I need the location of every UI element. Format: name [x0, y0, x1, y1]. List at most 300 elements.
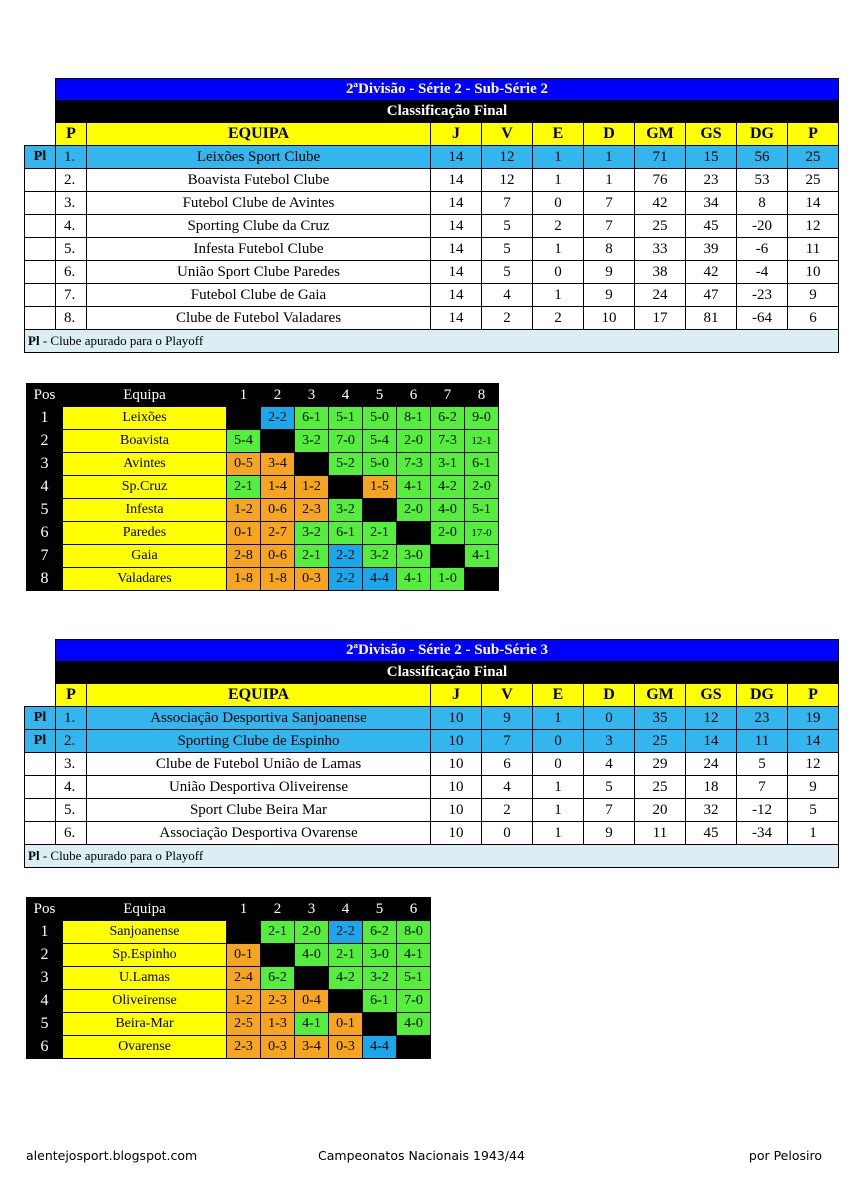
header-opponent: 8 — [465, 384, 499, 407]
position-cell: 5. — [56, 238, 87, 261]
column-header: GM — [635, 123, 686, 146]
result-cell — [261, 944, 295, 967]
result-cell — [397, 1036, 431, 1059]
result-cell: 2-2 — [329, 568, 363, 591]
stat-d: 9 — [584, 284, 635, 307]
stat-d: 10 — [584, 307, 635, 330]
standings-row — [25, 146, 839, 169]
matrix-header-row — [27, 898, 431, 921]
header-opponent: 7 — [431, 384, 465, 407]
position-cell: 4. — [56, 215, 87, 238]
stat-p: 11 — [788, 238, 839, 261]
result-cell: 4-1 — [397, 476, 431, 499]
position-cell: 5. — [56, 799, 87, 822]
stat-dg: -6 — [737, 238, 788, 261]
stat-gs: 18 — [686, 776, 737, 799]
position-cell: 3. — [56, 192, 87, 215]
row-number: 3 — [27, 453, 63, 476]
playoff-marker — [25, 307, 56, 330]
stat-j: 14 — [431, 238, 482, 261]
row-number: 6 — [27, 1036, 63, 1059]
stat-gs: 24 — [686, 753, 737, 776]
stat-gm: 25 — [635, 776, 686, 799]
matrix-row — [27, 407, 499, 430]
matrix-row — [27, 545, 499, 568]
playoff-marker — [25, 215, 56, 238]
legend-row — [25, 845, 839, 868]
result-cell: 2-2 — [261, 407, 295, 430]
stat-gs: 15 — [686, 146, 737, 169]
stat-j: 10 — [431, 776, 482, 799]
column-header: D — [584, 684, 635, 707]
stat-j: 14 — [431, 215, 482, 238]
stat-v: 7 — [482, 730, 533, 753]
playoff-marker: Pl — [25, 146, 56, 169]
playoff-marker — [25, 753, 56, 776]
result-cell: 0-5 — [227, 453, 261, 476]
row-team: Avintes — [63, 453, 227, 476]
team-name: Futebol Clube de Avintes — [87, 192, 431, 215]
stat-p: 19 — [788, 707, 839, 730]
result-cell: 0-6 — [261, 499, 295, 522]
stat-gm: 25 — [635, 215, 686, 238]
standings-row — [25, 776, 839, 799]
column-header: E — [533, 684, 584, 707]
stat-gs: 81 — [686, 307, 737, 330]
stat-v: 2 — [482, 799, 533, 822]
result-cell: 2-1 — [329, 944, 363, 967]
result-cell: 2-1 — [295, 545, 329, 568]
result-cell: 12-1 — [465, 430, 499, 453]
result-cell — [363, 499, 397, 522]
header-opponent: 1 — [227, 898, 261, 921]
result-cell: 2-0 — [465, 476, 499, 499]
playoff-marker — [25, 822, 56, 845]
playoff-legend — [25, 845, 839, 868]
stat-v: 4 — [482, 776, 533, 799]
result-cell: 0-1 — [227, 944, 261, 967]
matrix-row — [27, 568, 499, 591]
result-cell: 2-3 — [295, 499, 329, 522]
stat-j: 14 — [431, 307, 482, 330]
header-opponent: 3 — [295, 384, 329, 407]
stat-dg: 53 — [737, 169, 788, 192]
matrix-row — [27, 967, 431, 990]
stat-gs: 42 — [686, 261, 737, 284]
standings-row — [25, 730, 839, 753]
result-cell: 5-1 — [329, 407, 363, 430]
result-cell: 5-1 — [465, 499, 499, 522]
matrix-row — [27, 476, 499, 499]
stat-dg: -64 — [737, 307, 788, 330]
stat-dg: 5 — [737, 753, 788, 776]
result-cell: 3-4 — [261, 453, 295, 476]
stat-gs: 34 — [686, 192, 737, 215]
column-header: E — [533, 123, 584, 146]
result-cell: 2-1 — [261, 921, 295, 944]
stat-d: 0 — [584, 707, 635, 730]
stat-gs: 45 — [686, 822, 737, 845]
stat-e: 1 — [533, 146, 584, 169]
result-cell: 4-1 — [465, 545, 499, 568]
position-cell: 4. — [56, 776, 87, 799]
team-name: Sport Clube Beira Mar — [87, 799, 431, 822]
footer-title: Campeonatos Nacionais 1943/44 — [318, 1148, 525, 1163]
matrix-row — [27, 990, 431, 1013]
stat-dg: -23 — [737, 284, 788, 307]
column-header: P — [56, 684, 87, 707]
stat-v: 12 — [482, 146, 533, 169]
stat-e: 2 — [533, 307, 584, 330]
team-name: União Desportiva Oliveirense — [87, 776, 431, 799]
stat-e: 1 — [533, 238, 584, 261]
stat-dg: -20 — [737, 215, 788, 238]
legend-key: Pl — [28, 848, 40, 863]
row-team: Boavista — [63, 430, 227, 453]
matrix-row — [27, 944, 431, 967]
stat-d: 3 — [584, 730, 635, 753]
result-cell: 3-2 — [295, 522, 329, 545]
result-cell: 4-4 — [363, 568, 397, 591]
result-cell: 3-0 — [397, 545, 431, 568]
matrix-row — [27, 522, 499, 545]
position-cell: 7. — [56, 284, 87, 307]
stat-gm: 29 — [635, 753, 686, 776]
team-name: Clube de Futebol Valadares — [87, 307, 431, 330]
row-number: 5 — [27, 1013, 63, 1036]
footer-site: alentejosport.blogspot.com — [26, 1148, 198, 1163]
stat-v: 2 — [482, 307, 533, 330]
result-cell: 0-3 — [295, 568, 329, 591]
result-cell: 6-1 — [363, 990, 397, 1013]
stat-j: 14 — [431, 146, 482, 169]
stat-v: 5 — [482, 261, 533, 284]
position-cell: 3. — [56, 753, 87, 776]
team-name: Leixões Sport Clube — [87, 146, 431, 169]
result-cell: 5-4 — [227, 430, 261, 453]
stat-dg: -12 — [737, 799, 788, 822]
result-cell: 6-2 — [363, 921, 397, 944]
stat-e: 1 — [533, 707, 584, 730]
result-cell: 4-2 — [431, 476, 465, 499]
stat-gm: 25 — [635, 730, 686, 753]
row-team: Sp.Cruz — [63, 476, 227, 499]
result-cell: 7-0 — [397, 990, 431, 1013]
result-cell: 2-0 — [431, 522, 465, 545]
row-team: Ovarense — [63, 1036, 227, 1059]
stat-d: 5 — [584, 776, 635, 799]
column-header: P — [788, 123, 839, 146]
playoff-marker — [25, 192, 56, 215]
result-cell — [431, 545, 465, 568]
playoff-marker — [25, 261, 56, 284]
legend-text: - Clube apurado para o Playoff — [39, 848, 204, 863]
result-cell: 5-2 — [329, 453, 363, 476]
row-team: Sanjoanense — [63, 921, 227, 944]
results-matrix-subserie-2 — [26, 383, 499, 591]
header-opponent: 2 — [261, 384, 295, 407]
result-cell — [295, 967, 329, 990]
result-cell: 5-0 — [363, 453, 397, 476]
stat-v: 9 — [482, 707, 533, 730]
stat-p: 1 — [788, 822, 839, 845]
position-cell: 1. — [56, 707, 87, 730]
result-cell: 2-8 — [227, 545, 261, 568]
header-team: Equipa — [63, 384, 227, 407]
result-cell: 0-3 — [261, 1036, 295, 1059]
result-cell: 7-3 — [397, 453, 431, 476]
header-opponent: 4 — [329, 384, 363, 407]
stat-gs: 14 — [686, 730, 737, 753]
result-cell: 6-1 — [465, 453, 499, 476]
playoff-legend — [25, 330, 839, 353]
stat-d: 8 — [584, 238, 635, 261]
stat-d: 1 — [584, 169, 635, 192]
result-cell — [363, 1013, 397, 1036]
result-cell: 6-1 — [295, 407, 329, 430]
stat-gm: 33 — [635, 238, 686, 261]
column-header: EQUIPA — [87, 684, 431, 707]
header-opponent: 1 — [227, 384, 261, 407]
stat-d: 7 — [584, 799, 635, 822]
stat-j: 10 — [431, 730, 482, 753]
standings-row — [25, 707, 839, 730]
standings-row — [25, 307, 839, 330]
stat-j: 10 — [431, 822, 482, 845]
result-cell: 0-1 — [227, 522, 261, 545]
playoff-marker: Pl — [25, 707, 56, 730]
stat-e: 0 — [533, 192, 584, 215]
result-cell: 2-1 — [363, 522, 397, 545]
header-pos: Pos — [27, 898, 63, 921]
stat-j: 14 — [431, 192, 482, 215]
result-cell: 1-0 — [431, 568, 465, 591]
playoff-marker — [25, 169, 56, 192]
result-cell: 5-0 — [363, 407, 397, 430]
result-cell: 8-0 — [397, 921, 431, 944]
column-header: GM — [635, 684, 686, 707]
column-header: DG — [737, 123, 788, 146]
header-opponent: 4 — [329, 898, 363, 921]
result-cell: 3-4 — [295, 1036, 329, 1059]
stat-dg: 23 — [737, 707, 788, 730]
result-cell: 4-4 — [363, 1036, 397, 1059]
result-cell: 3-2 — [363, 967, 397, 990]
result-cell: 4-0 — [431, 499, 465, 522]
team-name: Infesta Futebol Clube — [87, 238, 431, 261]
header-opponent: 5 — [363, 898, 397, 921]
stat-v: 12 — [482, 169, 533, 192]
stat-d: 7 — [584, 215, 635, 238]
team-name: Futebol Clube de Gaia — [87, 284, 431, 307]
row-number: 5 — [27, 499, 63, 522]
position-cell: 1. — [56, 146, 87, 169]
stat-v: 4 — [482, 284, 533, 307]
stat-j: 10 — [431, 753, 482, 776]
stat-gm: 35 — [635, 707, 686, 730]
column-header: DG — [737, 684, 788, 707]
stat-e: 1 — [533, 284, 584, 307]
team-name: Associação Desportiva Sanjoanense — [87, 707, 431, 730]
result-cell: 2-0 — [295, 921, 329, 944]
legend-text: - Clube apurado para o Playoff — [39, 333, 204, 348]
stat-gm: 24 — [635, 284, 686, 307]
result-cell: 1-8 — [261, 568, 295, 591]
row-number: 2 — [27, 944, 63, 967]
position-cell: 8. — [56, 307, 87, 330]
stat-dg: 8 — [737, 192, 788, 215]
position-cell: 2. — [56, 169, 87, 192]
result-cell: 6-2 — [261, 967, 295, 990]
result-cell: 4-0 — [397, 1013, 431, 1036]
matrix-row — [27, 1036, 431, 1059]
header-team: Equipa — [63, 898, 227, 921]
result-cell: 2-3 — [261, 990, 295, 1013]
stat-dg: -4 — [737, 261, 788, 284]
header-opponent: 6 — [397, 384, 431, 407]
column-header: V — [482, 684, 533, 707]
team-name: União Sport Clube Paredes — [87, 261, 431, 284]
row-team: Beira-Mar — [63, 1013, 227, 1036]
header-opponent: 6 — [397, 898, 431, 921]
stat-gm: 17 — [635, 307, 686, 330]
result-cell: 2-0 — [397, 430, 431, 453]
result-cell — [397, 522, 431, 545]
matrix-row — [27, 499, 499, 522]
result-cell: 4-1 — [397, 568, 431, 591]
stat-p: 12 — [788, 215, 839, 238]
stat-e: 1 — [533, 822, 584, 845]
result-cell — [261, 430, 295, 453]
stat-gm: 20 — [635, 799, 686, 822]
table-subtitle: Classificação Final — [56, 662, 839, 684]
column-header: J — [431, 123, 482, 146]
row-number: 3 — [27, 967, 63, 990]
column-header: P — [788, 684, 839, 707]
table-subtitle: Classificação Final — [56, 101, 839, 123]
header-opponent: 2 — [261, 898, 295, 921]
standings-row — [25, 261, 839, 284]
result-cell: 2-3 — [227, 1036, 261, 1059]
stat-gs: 12 — [686, 707, 737, 730]
standings-row — [25, 753, 839, 776]
matrix-row — [27, 430, 499, 453]
result-cell: 0-3 — [329, 1036, 363, 1059]
stat-e: 0 — [533, 753, 584, 776]
result-cell: 5-4 — [363, 430, 397, 453]
stat-v: 7 — [482, 192, 533, 215]
stat-e: 1 — [533, 776, 584, 799]
playoff-marker — [25, 284, 56, 307]
row-team: U.Lamas — [63, 967, 227, 990]
team-name: Associação Desportiva Ovarense — [87, 822, 431, 845]
result-cell: 1-2 — [295, 476, 329, 499]
stat-p: 12 — [788, 753, 839, 776]
standings-table-subserie-3 — [24, 639, 839, 868]
row-number: 1 — [27, 921, 63, 944]
result-cell: 4-2 — [329, 967, 363, 990]
result-cell — [329, 990, 363, 1013]
playoff-marker — [25, 776, 56, 799]
row-number: 7 — [27, 545, 63, 568]
stat-e: 1 — [533, 169, 584, 192]
matrix-row — [27, 1013, 431, 1036]
results-matrix-subserie-3 — [26, 897, 431, 1059]
legend-key: Pl — [28, 333, 40, 348]
result-cell: 3-2 — [295, 430, 329, 453]
stat-dg: 11 — [737, 730, 788, 753]
result-cell: 2-2 — [329, 921, 363, 944]
stat-d: 7 — [584, 192, 635, 215]
row-number: 4 — [27, 990, 63, 1013]
result-cell: 2-7 — [261, 522, 295, 545]
header-opponent: 5 — [363, 384, 397, 407]
result-cell: 2-4 — [227, 967, 261, 990]
stat-e: 0 — [533, 730, 584, 753]
stat-d: 1 — [584, 146, 635, 169]
row-team: Valadares — [63, 568, 227, 591]
result-cell: 6-1 — [329, 522, 363, 545]
stat-gm: 76 — [635, 169, 686, 192]
result-cell — [465, 568, 499, 591]
playoff-marker — [25, 238, 56, 261]
column-header: V — [482, 123, 533, 146]
column-header: GS — [686, 123, 737, 146]
stat-e: 0 — [533, 261, 584, 284]
row-team: Leixões — [63, 407, 227, 430]
result-cell: 1-8 — [227, 568, 261, 591]
stat-gm: 42 — [635, 192, 686, 215]
stat-j: 14 — [431, 169, 482, 192]
result-cell: 9-0 — [465, 407, 499, 430]
column-header: D — [584, 123, 635, 146]
result-cell: 0-4 — [295, 990, 329, 1013]
stat-gm: 11 — [635, 822, 686, 845]
stat-p: 25 — [788, 169, 839, 192]
result-cell — [227, 921, 261, 944]
row-number: 4 — [27, 476, 63, 499]
result-cell: 3-1 — [431, 453, 465, 476]
result-cell: 7-0 — [329, 430, 363, 453]
result-cell: 6-2 — [431, 407, 465, 430]
stat-gs: 47 — [686, 284, 737, 307]
column-header: GS — [686, 684, 737, 707]
stat-j: 10 — [431, 799, 482, 822]
stat-v: 6 — [482, 753, 533, 776]
stat-d: 9 — [584, 261, 635, 284]
result-cell: 4-1 — [295, 1013, 329, 1036]
header-opponent: 3 — [295, 898, 329, 921]
stat-v: 5 — [482, 215, 533, 238]
result-cell: 7-3 — [431, 430, 465, 453]
result-cell: 17-0 — [465, 522, 499, 545]
matrix-row — [27, 921, 431, 944]
standings-row — [25, 238, 839, 261]
result-cell: 2-1 — [227, 476, 261, 499]
stat-e: 2 — [533, 215, 584, 238]
stat-gs: 32 — [686, 799, 737, 822]
result-cell: 8-1 — [397, 407, 431, 430]
result-cell: 3-2 — [363, 545, 397, 568]
result-cell: 1-2 — [227, 499, 261, 522]
row-number: 8 — [27, 568, 63, 591]
position-cell: 2. — [56, 730, 87, 753]
result-cell: 0-1 — [329, 1013, 363, 1036]
stat-p: 10 — [788, 261, 839, 284]
stat-gs: 23 — [686, 169, 737, 192]
stat-p: 14 — [788, 730, 839, 753]
footer-author: por Pelosiro — [748, 1148, 822, 1163]
